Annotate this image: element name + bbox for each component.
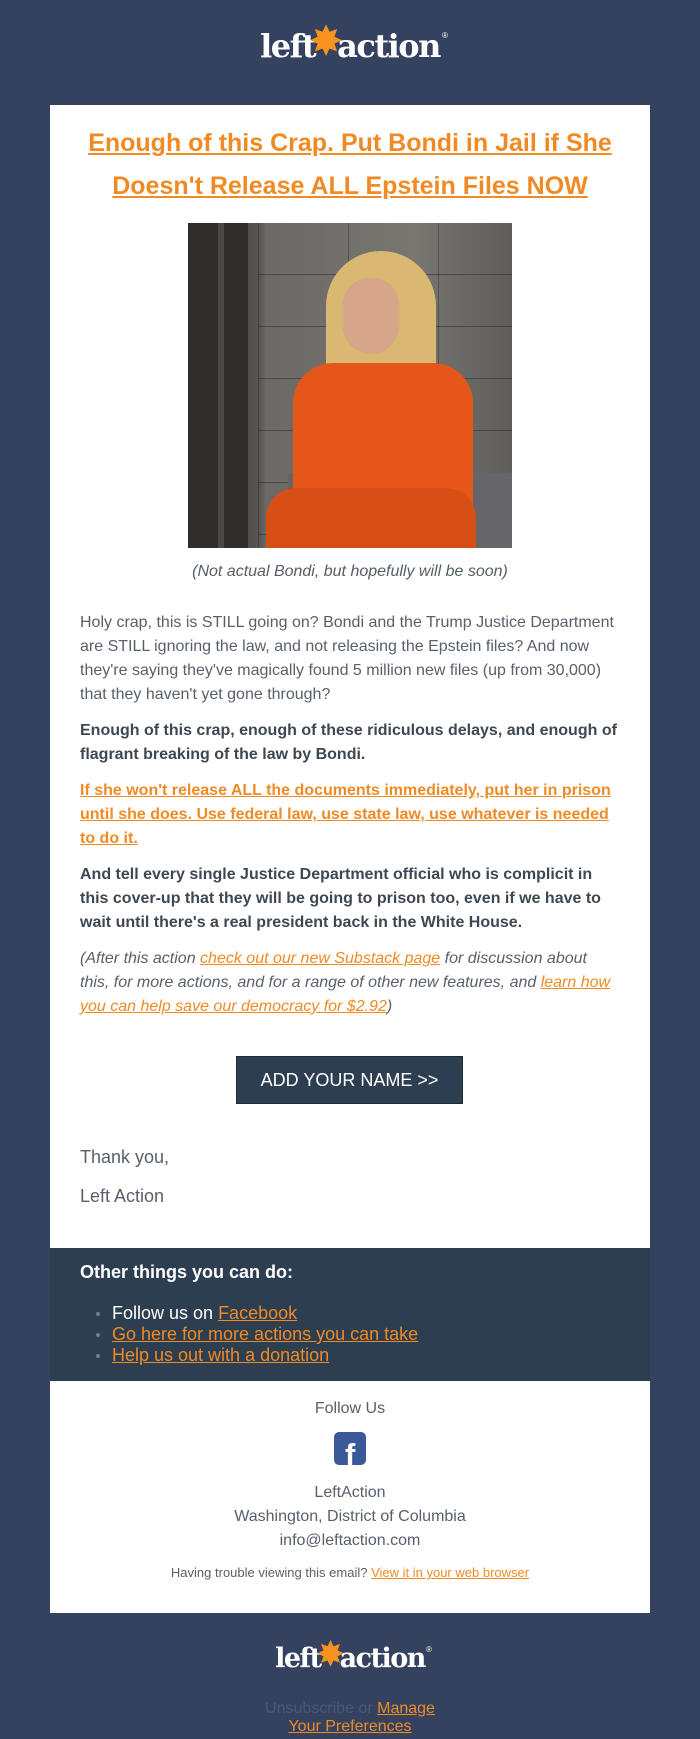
thank-you-text: Thank you, <box>80 1147 170 1167</box>
image-caption: (Not actual Bondi, but hopefully will be soon) <box>192 563 508 580</box>
trouble-viewing <box>50 1565 650 1580</box>
list-item <box>112 1303 418 1324</box>
democracy-link[interactable]: learn how you can help save our democracy for $2.92 <box>80 974 611 1015</box>
view-in-browser-link[interactable]: View it in your web browser <box>371 1565 530 1580</box>
other-things-section <box>50 1248 650 1381</box>
email-card <box>50 105 650 1613</box>
demand-link[interactable]: If she won't release ALL the documents immediately, put her in prison until she does. Use federal law, use state law, use whatever is needed to do it. <box>80 782 611 847</box>
manage-preferences-link[interactable]: Manage <box>377 1700 435 1717</box>
facebook-glyph: f <box>345 1437 356 1465</box>
or-text: or <box>353 1700 378 1717</box>
org-email: info@leftaction.com <box>279 1532 421 1549</box>
unsubscribe-footer <box>0 1700 700 1736</box>
headline-link[interactable]: Enough of this Crap. Put Bondi in Jail if She Doesn't Release ALL Epstein Files NOW <box>88 129 612 200</box>
starburst-icon: ✸ <box>317 1635 343 1673</box>
logo-left-text: left <box>260 27 316 65</box>
facebook-icon[interactable] <box>334 1432 366 1465</box>
after-action-text: ) <box>386 998 393 1015</box>
manage-preferences-link-line2[interactable]: Your Preferences <box>288 1718 412 1735</box>
facebook-link[interactable]: Facebook <box>218 1303 298 1323</box>
paragraph-officials: And tell every single Justice Department official who is complicit in this cover-up that they will be going to prison too, even if we have to wait until there's a real president back in the White House. <box>80 866 601 931</box>
after-action-text: (After this action <box>80 950 201 967</box>
org-name: LeftAction <box>314 1484 386 1501</box>
bullet-icon <box>96 1354 100 1358</box>
starburst-icon: ✸ <box>310 18 341 63</box>
logo-right-text: action <box>337 27 440 65</box>
org-location: Washington, District of Columbia <box>234 1508 466 1525</box>
paragraph-enough: Enough of this crap, enough of these ridiculous delays, and enough of flagrant breaking of the law by Bondi. <box>80 722 617 763</box>
leftaction-logo <box>0 18 700 65</box>
leftaction-logo-footer <box>0 1635 700 1674</box>
paragraph-demand <box>80 779 620 851</box>
figure-face <box>343 278 399 354</box>
bullet-icon <box>96 1312 100 1316</box>
paragraph-after-action <box>80 947 620 1019</box>
logo-right-text: action <box>339 1643 425 1674</box>
trouble-text: Having trouble viewing this email? <box>170 1565 372 1580</box>
more-actions-link[interactable]: Go here for more actions you can take <box>112 1324 419 1344</box>
logo-left-text: left <box>275 1643 321 1674</box>
hero-image[interactable] <box>188 223 512 548</box>
unsubscribe-link[interactable]: Unsubscribe <box>265 1700 354 1717</box>
other-things-title: Other things you can do: <box>80 1262 294 1282</box>
add-your-name-button[interactable]: ADD YOUR NAME >> <box>236 1056 463 1104</box>
substack-link[interactable]: check out our new Substack page <box>200 950 441 967</box>
jumpsuit-legs <box>266 488 476 548</box>
other-things-list <box>50 1303 418 1366</box>
signature: Left Action <box>80 1186 165 1206</box>
cell-bar <box>218 223 224 548</box>
paragraph-intro: Holy crap, this is STILL going on? Bondi and the Trump Justice Department are STILL ignoring the law, and not releasing the Epstein files? And now they're saying they've magically found 5 million new files (up from 30,000) that they haven't yet gone through? <box>80 614 614 703</box>
bullet-icon <box>96 1333 100 1337</box>
list-item <box>112 1324 418 1345</box>
registered-mark: ® <box>442 31 448 40</box>
donation-link[interactable]: Help us out with a donation <box>112 1345 330 1365</box>
follow-us-label: Follow Us <box>314 1400 386 1417</box>
registered-mark: ® <box>426 1645 432 1654</box>
list-item <box>112 1345 418 1366</box>
headline <box>70 122 630 208</box>
org-address <box>50 1481 650 1553</box>
list-item-text: Follow us on <box>112 1303 219 1323</box>
after-action-text: for discussion about this, for more actions, and for a range of other new features, and <box>80 950 587 991</box>
